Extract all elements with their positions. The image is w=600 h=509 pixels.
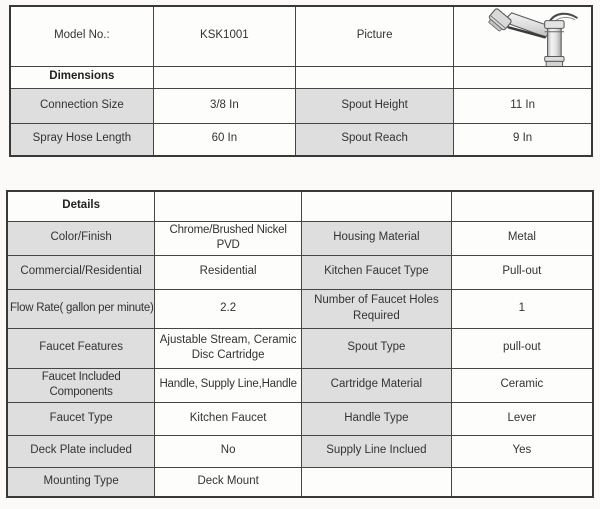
empty-cell — [302, 467, 452, 497]
spout-type-label: Spout Type — [302, 328, 452, 368]
empty-cell — [153, 66, 295, 88]
deck-plate-value: No — [155, 435, 302, 467]
empty-cell — [451, 467, 593, 497]
faucet-type-value: Kitchen Faucet — [155, 402, 302, 435]
mounting-type-label: Mounting Type — [7, 467, 155, 497]
model-no-value: KSK1001 — [153, 6, 295, 66]
cartridge-material-label: Cartridge Material — [302, 368, 452, 402]
picture-cell — [454, 6, 592, 66]
included-components-label: Faucet Included Components — [7, 368, 155, 402]
connection-size-label: Connection Size — [10, 88, 153, 123]
cartridge-material-value: Ceramic — [451, 368, 593, 402]
dimensions-section-header: Dimensions — [10, 66, 153, 88]
handle-type-value: Lever — [451, 402, 593, 435]
commercial-residential-value: Residential — [155, 255, 302, 289]
spout-type-value: pull-out — [451, 328, 593, 368]
spray-hose-length-value: 60 In — [153, 123, 295, 156]
empty-cell — [451, 191, 593, 221]
spout-height-label: Spout Height — [295, 88, 453, 123]
included-components-value: Handle, Supply Line,Handle — [155, 368, 302, 402]
handle-type-label: Handle Type — [302, 402, 452, 435]
faucet-features-value: Ajustable Stream, Ceramic Disc Cartridge — [155, 328, 302, 368]
connection-size-value: 3/8 In — [153, 88, 295, 123]
faucet-image — [484, 8, 584, 66]
deck-plate-label: Deck Plate included — [7, 435, 155, 467]
empty-cell — [295, 66, 453, 88]
color-finish-value: Chrome/Brushed Nickel PVD — [155, 221, 302, 255]
spout-reach-value: 9 In — [454, 123, 592, 156]
picture-label: Picture — [295, 6, 453, 66]
housing-material-label: Housing Material — [302, 221, 452, 255]
faucet-holes-label: Number of Faucet Holes Required — [302, 289, 452, 328]
spec-table-details — [6, 190, 594, 498]
faucet-type-label: Faucet Type — [7, 402, 155, 435]
spray-hose-length-label: Spray Hose Length — [10, 123, 153, 156]
kitchen-faucet-type-value: Pull-out — [451, 255, 593, 289]
housing-material-value: Metal — [451, 221, 593, 255]
supply-line-value: Yes — [451, 435, 593, 467]
empty-cell — [302, 191, 452, 221]
kitchen-faucet-type-label: Kitchen Faucet Type — [302, 255, 452, 289]
empty-cell — [454, 66, 592, 88]
details-section-header: Details — [7, 191, 155, 221]
empty-cell — [155, 191, 302, 221]
spout-height-value: 11 In — [454, 88, 592, 123]
flow-rate-label: Flow Rate( gallon per minute) — [7, 289, 155, 328]
model-no-label: Model No.: — [10, 6, 153, 66]
supply-line-label: Supply Line Inclued — [302, 435, 452, 467]
faucet-features-label: Faucet Features — [7, 328, 155, 368]
commercial-residential-label: Commercial/Residential — [7, 255, 155, 289]
spec-table-top — [9, 5, 593, 157]
color-finish-label: Color/Finish — [7, 221, 155, 255]
faucet-holes-value: 1 — [451, 289, 593, 328]
mounting-type-value: Deck Mount — [155, 467, 302, 497]
spout-reach-label: Spout Reach — [295, 123, 453, 156]
flow-rate-value: 2.2 — [155, 289, 302, 328]
